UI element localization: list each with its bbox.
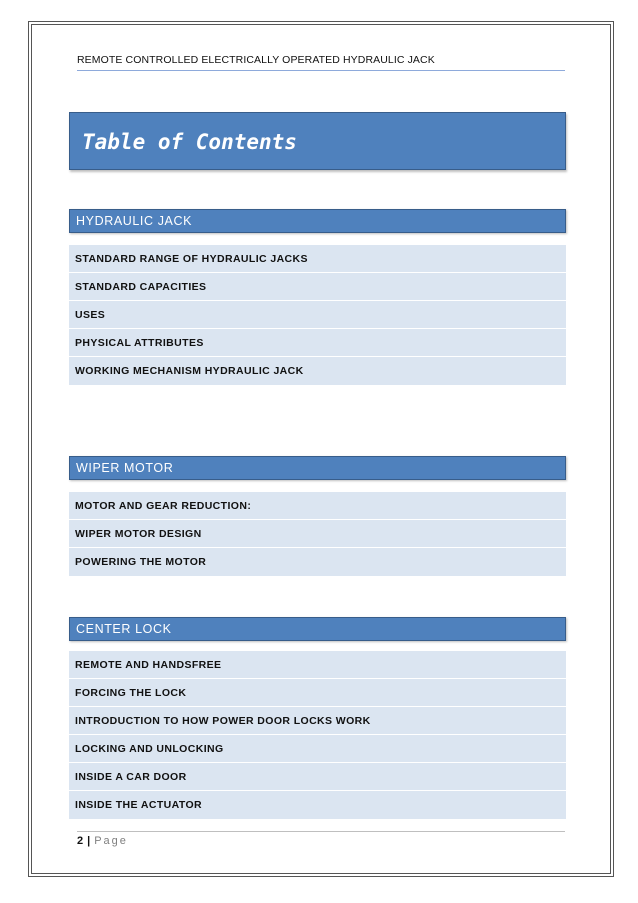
page-footer bbox=[77, 835, 128, 847]
page-number: 2 bbox=[77, 835, 84, 847]
section-heading-label: CENTER LOCK bbox=[76, 622, 172, 636]
toc-item[interactable]: STANDARD CAPACITIES bbox=[69, 273, 566, 301]
toc-item[interactable]: INSIDE A CAR DOOR bbox=[69, 763, 566, 791]
toc-title: Table of Contents bbox=[82, 130, 297, 154]
section-items-wiper-motor bbox=[69, 492, 566, 576]
running-header: REMOTE CONTROLLED ELECTRICALLY OPERATED HYDRAULIC JACK bbox=[77, 54, 435, 66]
toc-item[interactable]: WIPER MOTOR DESIGN bbox=[69, 520, 566, 548]
section-heading-label: WIPER MOTOR bbox=[76, 461, 174, 475]
toc-item[interactable]: INSIDE THE ACTUATOR bbox=[75, 799, 202, 811]
header-rule bbox=[77, 70, 565, 71]
toc-item[interactable]: POWERING THE MOTOR bbox=[75, 556, 207, 568]
toc-item[interactable]: FORCING THE LOCK bbox=[69, 679, 566, 707]
section-heading-wiper-motor[interactable] bbox=[69, 456, 566, 480]
section-items-hydraulic-jack bbox=[69, 245, 566, 385]
toc-item[interactable]: REMOTE AND HANDSFREE bbox=[69, 651, 566, 679]
page-label: Page bbox=[94, 835, 128, 847]
toc-item[interactable]: PHYSICAL ATTRIBUTES bbox=[69, 329, 566, 357]
footer-rule bbox=[77, 831, 565, 832]
toc-title-bar bbox=[69, 112, 566, 170]
footer-separator: | bbox=[87, 835, 91, 847]
toc-item[interactable]: WORKING MECHANISM HYDRAULIC JACK bbox=[75, 365, 304, 377]
toc-item[interactable]: MOTOR AND GEAR REDUCTION: bbox=[69, 492, 566, 520]
toc-item[interactable]: STANDARD RANGE OF HYDRAULIC JACKS bbox=[69, 245, 566, 273]
section-heading-center-lock[interactable] bbox=[69, 617, 566, 641]
toc-item[interactable]: INTRODUCTION TO HOW POWER DOOR LOCKS WORK bbox=[69, 707, 566, 735]
section-heading-hydraulic-jack[interactable] bbox=[69, 209, 566, 233]
toc-item[interactable]: LOCKING AND UNLOCKING bbox=[69, 735, 566, 763]
section-items-center-lock bbox=[69, 651, 566, 819]
toc-item[interactable]: USES bbox=[69, 301, 566, 329]
section-heading-label: HYDRAULIC JACK bbox=[76, 214, 193, 228]
